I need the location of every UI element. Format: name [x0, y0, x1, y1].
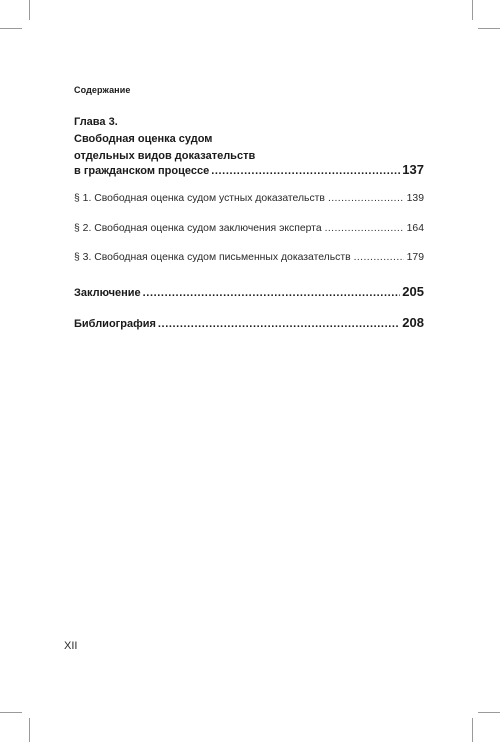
running-head: Содержание — [74, 85, 131, 95]
dot-leader — [143, 287, 401, 299]
crop-mark — [0, 712, 22, 713]
crop-mark — [29, 0, 30, 20]
crop-mark — [29, 718, 30, 742]
chapter-title-line: отдельных видов доказательств — [74, 150, 256, 162]
toc-page-number: 208 — [402, 315, 424, 330]
page-number-folio: XII — [64, 640, 78, 652]
dot-leader — [328, 193, 404, 204]
toc-page-number: 179 — [406, 252, 424, 263]
toc-entry-label: § 3. Свободная оценка судом письменных доказательств — [74, 252, 351, 263]
toc-entry-label: в гражданском процессе — [74, 165, 210, 177]
toc-entry-bibliography[interactable] — [74, 315, 424, 330]
dot-leader — [211, 165, 400, 177]
chapter-title-line: Глава 3. — [74, 116, 118, 128]
crop-mark — [478, 28, 500, 29]
crop-mark — [472, 0, 473, 20]
toc-entry-section-2[interactable] — [74, 223, 424, 234]
toc-entry-conclusion[interactable] — [74, 284, 424, 299]
dot-leader — [325, 223, 404, 234]
crop-mark — [0, 28, 22, 29]
toc-page-number: 137 — [402, 162, 424, 177]
toc-entry-chapter-3[interactable] — [74, 162, 424, 177]
crop-mark — [472, 718, 473, 742]
toc-entry-label: § 1. Свободная оценка судом устных доказательств — [74, 193, 325, 204]
chapter-title — [74, 114, 424, 165]
dot-leader — [158, 318, 400, 330]
toc-entry-section-3[interactable] — [74, 252, 424, 263]
toc-entry-section-1[interactable] — [74, 193, 424, 204]
chapter-title-line: Свободная оценка судом — [74, 133, 213, 145]
dot-leader — [354, 252, 404, 263]
toc-page-number: 205 — [402, 284, 424, 299]
toc-page-number: 139 — [406, 193, 424, 204]
toc-entry-label: Библиография — [74, 318, 156, 330]
toc-page-number: 164 — [406, 223, 424, 234]
toc-entry-label: Заключение — [74, 287, 141, 299]
crop-mark — [478, 712, 500, 713]
toc-entry-label: § 2. Свободная оценка судом заключения эксперта — [74, 223, 322, 234]
